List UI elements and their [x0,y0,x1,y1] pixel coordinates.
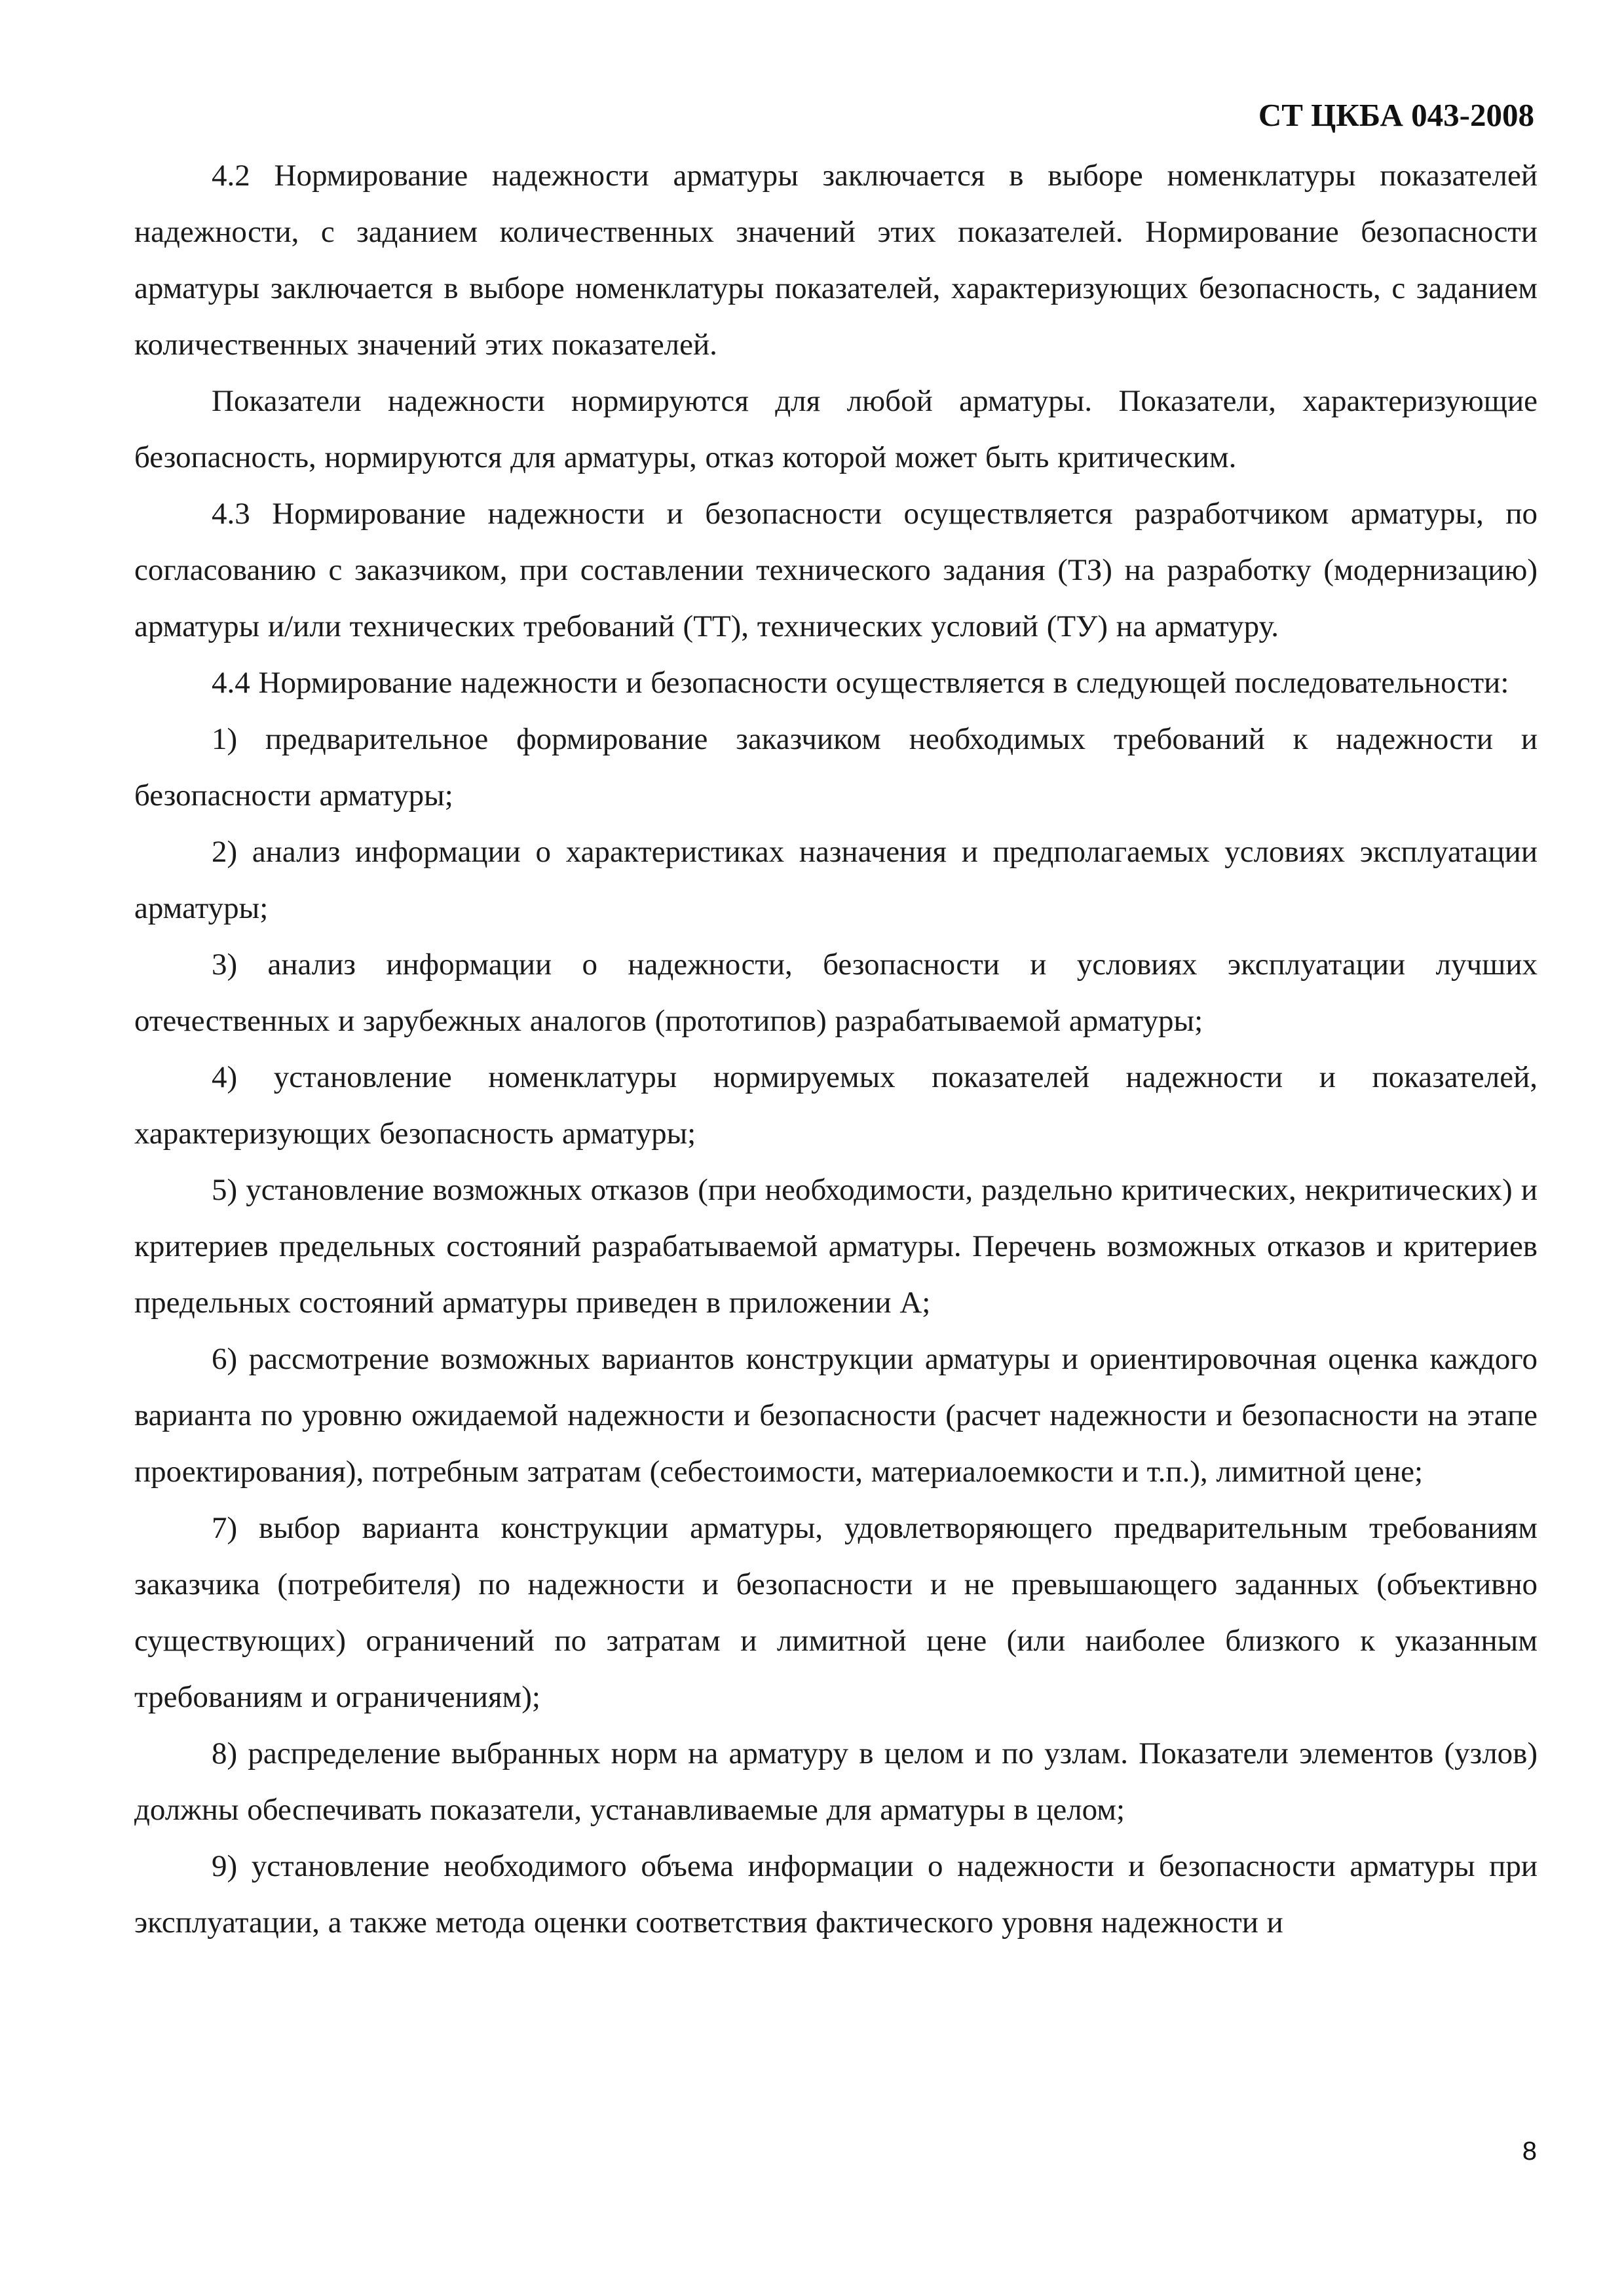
document-code: СТ ЦКБА 043-2008 [1258,97,1534,133]
body-text [134,147,1538,1951]
list-item-8: 8) распределение выбранных норм на арматуру в целом и по узлам. Показатели элементов (узлов) должны обеспечивать показатели, устанавливаемые для арматуры в целом; [134,1736,1538,1827]
list-item-3: 3) анализ информации о надежности, безопасности и условиях эксплуатации лучших отечественных и зарубежных аналогов (прототипов) разрабатываемой арматуры; [134,947,1538,1038]
list-item-6: 6) рассмотрение возможных вариантов конструкции арматуры и ориентировочная оценка каждого варианта по уровню ожидаемой надежности и безопасности (расчет надежности и безопасности на этапе проектирования), потребным затратам (себестоимости, материалоемкости и т.п.), лимитной цене; [134,1342,1538,1489]
paragraph-4-2: 4.2 Нормирование надежности арматуры заключается в выборе номенклатуры показателей надежности, с заданием количественных значений этих показателей. Нормирование безопасности арматуры заключается в выборе номенклатуры показателей, характеризующих безопасность, с заданием количественных значений этих показателей. [134,159,1538,362]
list-item-7: 7) выбор варианта конструкции арматуры, удовлетворяющего предварительным требованиям заказчика (потребителя) по надежности и безопасности и не превышающего заданных (объективно существующих) ограничений по затратам и лимитной цене (или наиболее близкого к указанным требованиям и ограничениям); [134,1511,1538,1714]
list-item-4: 4) установление номенклатуры нормируемых показателей надежности и показателей, характеризующих безопасность арматуры; [134,1060,1538,1151]
list-item-5: 5) установление возможных отказов (при необходимости, раздельно критических, некритических) и критериев предельных состояний разрабатываемой арматуры. Перечень возможных отказов и критериев предельных состояний арматуры приведен в приложении А; [134,1173,1538,1320]
page-number: 8 [1522,2137,1537,2166]
paragraph-reliability-indicators: Показатели надежности нормируются для любой арматуры. Показатели, характеризующие безопасность, нормируются для арматуры, отказ которой может быть критическим. [134,384,1538,474]
paragraph-4-3: 4.3 Нормирование надежности и безопасности осуществляется разработчиком арматуры, по согласованию с заказчиком, при составлении технического задания (ТЗ) на разработку (модернизацию) арматуры и/или технических требований (ТТ), технических условий (ТУ) на арматуру. [134,497,1538,643]
list-item-9: 9) установление необходимого объема информации о надежности и безопасности арматуры при эксплуатации, а также метода оценки соответствия фактического уровня надежности и [134,1849,1538,1940]
list-item-2: 2) анализ информации о характеристиках назначения и предполагаемых условиях эксплуатации арматуры; [134,835,1538,925]
paragraph-4-4: 4.4 Нормирование надежности и безопасности осуществляется в следующей последовательности: [212,666,1509,700]
list-item-1: 1) предварительное формирование заказчиком необходимых требований к надежности и безопасности арматуры; [134,722,1538,813]
